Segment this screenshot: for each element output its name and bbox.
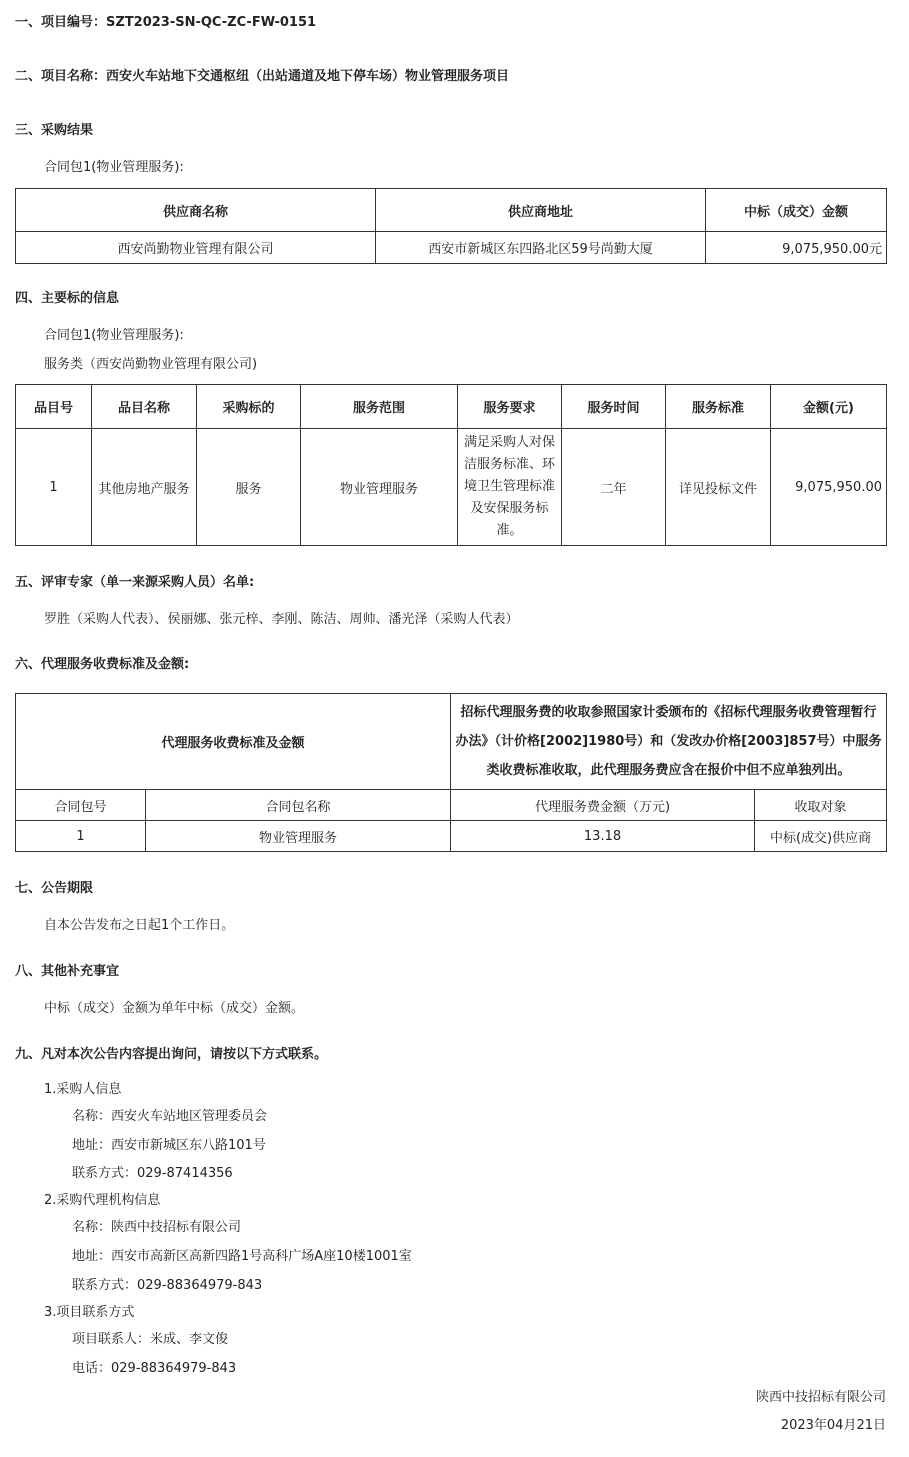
purchaser-name: 名称：西安火车站地区管理委员会 — [72, 1109, 268, 1124]
agency-fee-description: 招标代理服务费的收取参照国家计委颁布的《招标代理服务收费管理暂行办法》（计价格[2002]1980号）和（发改办价格[2003]857号）中服务类收费标准收取，此代理服务费应含在报价中但不应单独列出。 — [451, 694, 887, 790]
subject-cell-scope: 物业管理服务 — [301, 429, 458, 546]
subject-header-item-no: 品目号 — [16, 385, 92, 429]
footer-date: 2023年04月21日 — [780, 1418, 886, 1433]
section-heading-project-name: 二、项目名称：西安火车站地下交通枢纽（出站通道及地下停车场）物业管理服务项目 — [15, 69, 510, 84]
subject-header-time: 服务时间 — [562, 385, 666, 429]
agency-fee-table — [15, 693, 887, 852]
agency-fee-label: 代理服务收费标准及金额 — [16, 694, 451, 790]
subject-cell-item-no: 1 — [16, 429, 92, 546]
purchaser-address: 地址：西安市新城区东八路101号 — [72, 1138, 266, 1153]
agency-cell-package-name: 物业管理服务 — [146, 821, 451, 852]
subject-header-requirement: 服务要求 — [458, 385, 562, 429]
result-cell-amount: 9,075,950.00元 — [706, 232, 887, 264]
agency-header-fee: 代理服务费金额（万元) — [451, 790, 755, 821]
section-heading-subject-info: 四、主要标的信息 — [15, 291, 120, 306]
result-table — [15, 188, 887, 264]
section-heading-supplement: 八、其他补充事宜 — [15, 964, 120, 979]
project-contact-person: 项目联系人：米成、李文俊 — [72, 1332, 229, 1347]
purchaser-phone: 联系方式：029-87414356 — [72, 1166, 233, 1181]
agency-name: 名称：陕西中技招标有限公司 — [72, 1220, 242, 1235]
result-header-supplier-address: 供应商地址 — [376, 189, 706, 232]
subject-cell-standard: 详见投标文件 — [666, 429, 771, 546]
result-header-supplier-name: 供应商名称 — [16, 189, 376, 232]
subject-header-item-name: 品目名称 — [92, 385, 197, 429]
subject-header-scope: 服务范围 — [301, 385, 458, 429]
agency-cell-payer: 中标(成交)供应商 — [755, 821, 887, 852]
subject-header-standard: 服务标准 — [666, 385, 771, 429]
result-cell-supplier-name: 西安尚勤物业管理有限公司 — [16, 232, 376, 264]
agency-cell-fee: 13.18 — [451, 821, 755, 852]
subject-table — [15, 384, 887, 546]
footer-company: 陕西中技招标有限公司 — [755, 1390, 886, 1405]
agency-address: 地址：西安市高新区高新四路1号高科广场A座10楼1001室 — [72, 1249, 412, 1264]
section-heading-contacts: 九、凡对本次公告内容提出询问，请按以下方式联系。 — [15, 1047, 328, 1062]
subject-header-amount: 金额(元) — [771, 385, 887, 429]
subject-category-label: 服务类（西安尚勤物业管理有限公司) — [44, 357, 258, 372]
subject-cell-requirement: 满足采购人对保洁服务标准、环境卫生管理标准及安保服务标准。 — [458, 429, 562, 546]
project-contact-phone: 电话：029-88364979-843 — [72, 1361, 237, 1376]
purchaser-title: 1.采购人信息 — [44, 1082, 122, 1097]
project-contact-title: 3.项目联系方式 — [44, 1305, 135, 1320]
section-heading-project-number: 一、项目编号：SZT2023-SN-QC-ZC-FW-0151 — [15, 15, 317, 30]
subject-header-target: 采购标的 — [197, 385, 301, 429]
agency-title: 2.采购代理机构信息 — [44, 1193, 161, 1208]
notice-period-text: 自本公告发布之日起1个工作日。 — [44, 918, 235, 933]
agency-header-payer: 收取对象 — [755, 790, 887, 821]
subject-package-label: 合同包1(物业管理服务): — [44, 328, 184, 343]
agency-header-package-no: 合同包号 — [16, 790, 146, 821]
subject-cell-item-name: 其他房地产服务 — [92, 429, 197, 546]
subject-cell-amount: 9,075,950.00 — [771, 429, 887, 546]
section-heading-experts: 五、评审专家（单一来源采购人员）名单: — [15, 575, 255, 590]
agency-header-package-name: 合同包名称 — [146, 790, 451, 821]
result-cell-supplier-address: 西安市新城区东四路北区59号尚勤大厦 — [376, 232, 706, 264]
section-heading-notice-period: 七、公告期限 — [15, 881, 94, 896]
experts-list: 罗胜（采购人代表）、侯丽娜、张元梓、李刚、陈洁、周帅、潘光泽（采购人代表） — [44, 612, 519, 627]
agency-cell-package-no: 1 — [16, 821, 146, 852]
agency-phone: 联系方式：029-88364979-843 — [72, 1278, 263, 1293]
section-heading-procurement-result: 三、采购结果 — [15, 123, 94, 138]
result-header-amount: 中标（成交）金额 — [706, 189, 887, 232]
subject-cell-target: 服务 — [197, 429, 301, 546]
supplement-text: 中标（成交）金额为单年中标（成交）金额。 — [44, 1001, 305, 1016]
result-package-label: 合同包1(物业管理服务): — [44, 160, 184, 175]
section-heading-agency-fee: 六、代理服务收费标准及金额: — [15, 657, 190, 672]
subject-cell-time: 二年 — [562, 429, 666, 546]
